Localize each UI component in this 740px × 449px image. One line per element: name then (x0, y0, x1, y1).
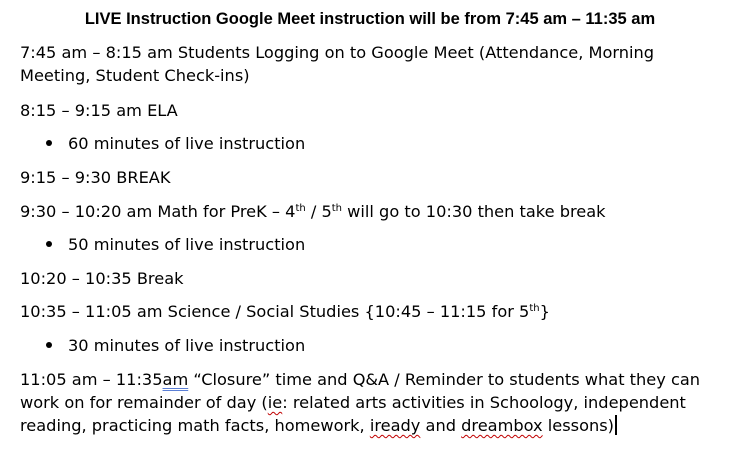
closure-text-c: work on for remainder of day ( (20, 393, 268, 412)
spellcheck-dreambox: dreambox (461, 416, 543, 435)
spellcheck-iready: iready (369, 416, 421, 435)
math-sup-1: th (295, 203, 306, 214)
math-text-b: / 5 (305, 202, 332, 221)
bullet-ela-detail: 60 minutes of live instruction (68, 134, 306, 153)
schedule-line-closure-cont-1 (20, 391, 686, 414)
bullet-math-detail: 50 minutes of live instruction (68, 235, 306, 254)
schedule-line-math (20, 200, 606, 223)
schedule-line-logon-cont: Meeting, Student Check-ins) (20, 66, 250, 85)
text-cursor[interactable] (615, 415, 617, 435)
closure-text-g: lessons) (542, 416, 614, 435)
closure-text-a: 11:05 am – 11:35 (20, 370, 163, 389)
science-text-b: } (539, 302, 550, 321)
schedule-line-logon: 7:45 am – 8:15 am Students Logging on to Google Meet (Attendance, Morning (20, 43, 655, 62)
schedule-line-science (20, 300, 550, 323)
bullet-dot (46, 342, 52, 348)
schedule-line-ela: 8:15 – 9:15 am ELA (20, 101, 178, 120)
closure-am-grammar-mark: am (162, 370, 189, 389)
schedule-line-closure (20, 368, 700, 391)
bullet-science-detail: 30 minutes of live instruction (68, 336, 306, 355)
math-text-a: 9:30 – 10:20 am Math for PreK – 4 (20, 202, 296, 221)
schedule-line-closure-cont-2 (20, 414, 617, 437)
science-sup: th (529, 303, 540, 314)
science-text-a: 10:35 – 11:05 am Science / Social Studies {10:45 – 11:15 for 5 (20, 302, 530, 321)
bullet-dot (46, 241, 52, 247)
schedule-line-break-2: 10:20 – 10:35 Break (20, 269, 184, 288)
spellcheck-ie: ie (267, 393, 283, 412)
closure-text-d: : related arts activities in Schoology, independent (282, 393, 686, 412)
math-text-c: will go to 10:30 then take break (342, 202, 606, 221)
schedule-line-break-1: 9:15 – 9:30 BREAK (20, 168, 171, 187)
document-title: LIVE Instruction Google Meet instruction will be from 7:45 am – 11:35 am (84, 10, 656, 28)
closure-text-f: and (420, 416, 462, 435)
closure-text-b: “Closure” time and Q&A / Reminder to students what they can (188, 370, 701, 389)
bullet-dot (46, 140, 52, 146)
math-sup-2: th (331, 203, 343, 214)
closure-text-e: reading, practicing math facts, homework, (20, 416, 370, 435)
